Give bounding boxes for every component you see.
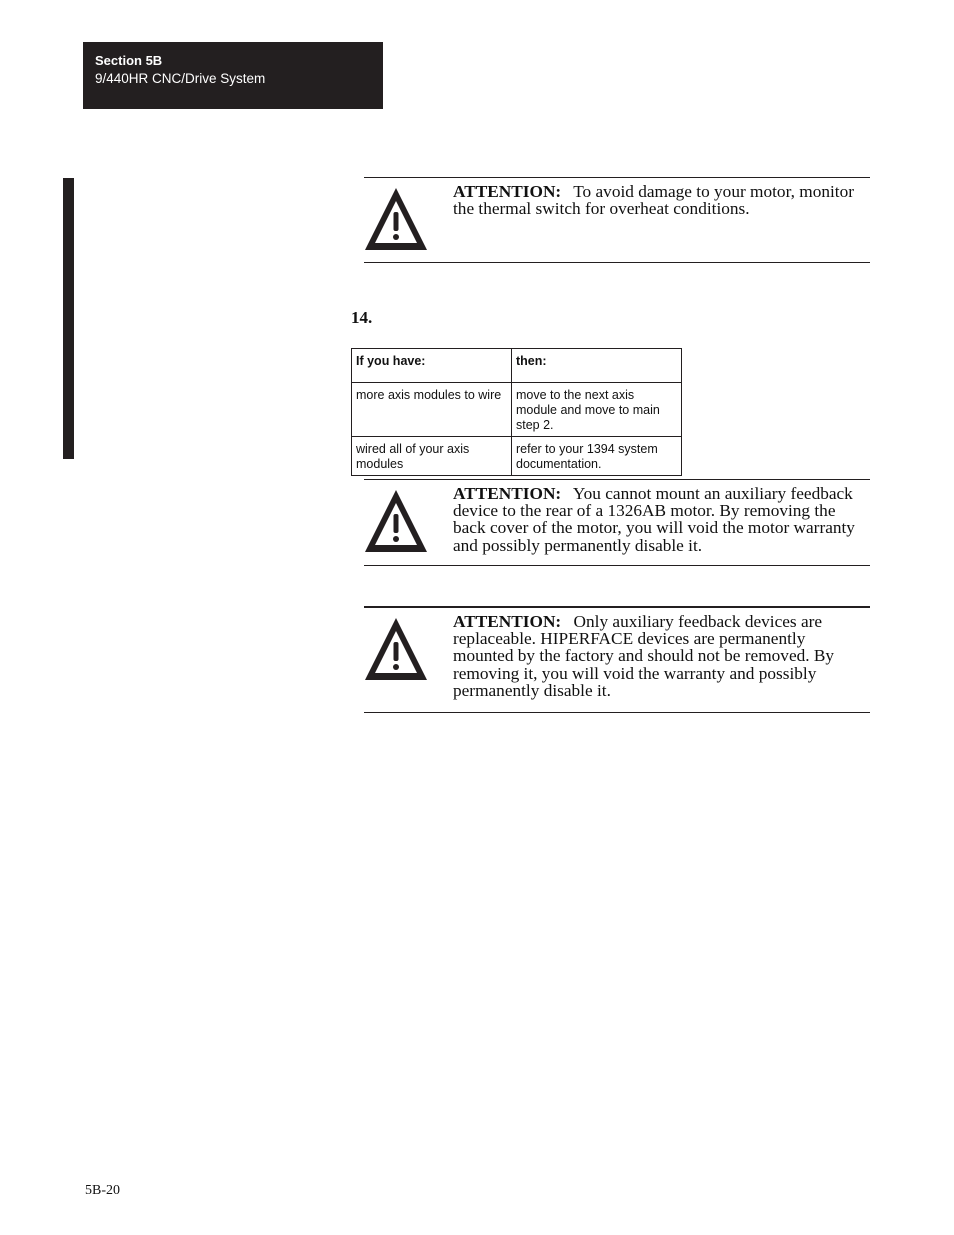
section-subtitle: 9/440HR CNC/Drive System (95, 71, 266, 86)
attention-notice-hiperface (364, 606, 870, 713)
table-row (352, 383, 682, 437)
attention-body: To avoid damage to your motor, monitor the thermal switch for overheat conditions. (453, 182, 854, 219)
warning-triangle-icon (364, 616, 428, 682)
section-label: Section 5B (95, 53, 163, 68)
attention-text (453, 485, 865, 554)
attention-body: Only auxiliary feedback devices are replaceable. HIPERFACE devices are permanently mounted by the factory and should not be removed. By removing it, you will void the warranty and possibly permanently disable it. (453, 612, 835, 700)
page-number: 5B-20 (85, 1183, 120, 1198)
attention-label: ATTENTION: (453, 612, 562, 631)
attention-notice-mounting (364, 479, 870, 566)
column-header-then: then: (512, 349, 682, 383)
table-header-row (352, 349, 682, 383)
table-row (352, 437, 682, 476)
warning-triangle-icon (364, 186, 428, 252)
column-header-if: If you have: (352, 349, 512, 383)
table-cell: refer to your 1394 system documentation. (512, 437, 682, 476)
table-cell: more axis modules to wire (352, 383, 512, 437)
attention-text (453, 183, 865, 217)
attention-body: You cannot mount an auxiliary feedback device to the rear of a 1326AB motor. By removing the back cover of the motor, you will void the motor warranty and possibly permanently disable it. (453, 484, 855, 555)
attention-label: ATTENTION: (453, 182, 562, 201)
decision-table (351, 348, 682, 476)
attention-notice-thermal (364, 177, 870, 263)
section-header (83, 42, 383, 109)
table-cell: wired all of your axis modules (352, 437, 512, 476)
step-number: 14. (351, 308, 373, 327)
attention-text (453, 613, 865, 699)
change-bar (63, 178, 74, 459)
attention-label: ATTENTION: (453, 484, 562, 503)
table-cell: move to the next axis module and move to main step 2. (512, 383, 682, 437)
warning-triangle-icon (364, 488, 428, 554)
